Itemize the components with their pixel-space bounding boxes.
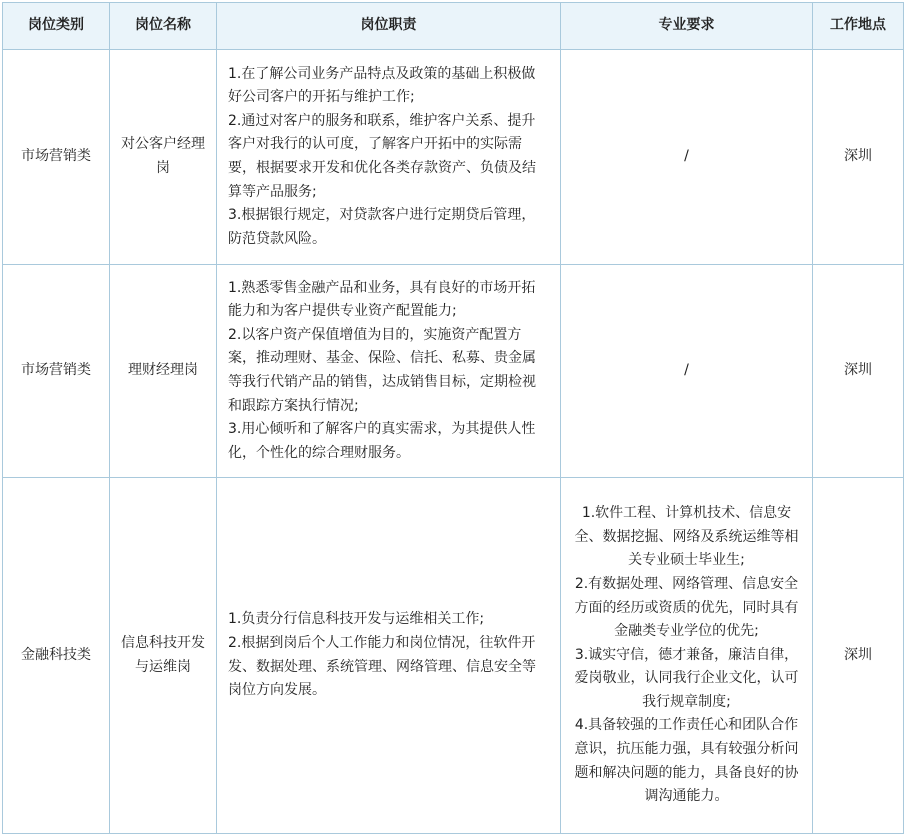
- table-header-row: [3, 3, 904, 50]
- header-location: 工作地点: [813, 3, 904, 50]
- cell-location: 深圳: [813, 50, 904, 265]
- cell-location: 深圳: [813, 478, 904, 834]
- table-row: [3, 50, 904, 265]
- cell-title: 信息科技开发与运维岗: [110, 478, 217, 834]
- cell-title: 对公客户经理岗: [110, 50, 217, 265]
- cell-location: 深圳: [813, 265, 904, 478]
- header-title: 岗位名称: [110, 3, 217, 50]
- cell-title: 理财经理岗: [110, 265, 217, 478]
- cell-requirements: /: [561, 50, 813, 265]
- table-row: [3, 265, 904, 478]
- header-category: 岗位类别: [3, 3, 110, 50]
- cell-requirements: 1.软件工程、计算机技术、信息安全、数据挖掘、网络及系统运维等相关专业硕士毕业生; 2.有数据处理、网络管理、信息安全方面的经历或资质的优先，同时具有金融类专业学位的优先; 3.诚实守信，德才兼备，廉洁自律，爱岗敬业，认同我行企业文化，认可我行规章制度; 4.具备较强的工作责任心和团队合作意识，抗压能力强，具有较强分析问题和解决问题的能力，具备良好的协调沟通能力。: [561, 478, 813, 834]
- table-row: [3, 478, 904, 834]
- cell-duties: 1.熟悉零售金融产品和业务，具有良好的市场开拓能力和为客户提供专业资产配置能力; 2.以客户资产保值增值为目的，实施资产配置方案，推动理财、基金、保险、信托、私募、贵金属等我行代销产品的销售，达成销售目标，定期检视和跟踪方案执行情况; 3.用心倾听和了解客户的真实需求，为其提供人性化，个性化的综合理财服务。: [217, 265, 561, 478]
- header-requirements: 专业要求: [561, 3, 813, 50]
- cell-duties: 1.负责分行信息科技开发与运维相关工作; 2.根据到岗后个人工作能力和岗位情况，往软件开发、数据处理、系统管理、网络管理、信息安全等岗位方向发展。: [217, 478, 561, 834]
- cell-duties: 1.在了解公司业务产品特点及政策的基础上积极做好公司客户的开拓与维护工作; 2.通过对客户的服务和联系，维护客户关系、提升客户对我行的认可度，了解客户开拓中的实际需要，根据要求开发和优化各类存款资产、负债及结算等产品服务; 3.根据银行规定，对贷款客户进行定期贷后管理，防范贷款风险。: [217, 50, 561, 265]
- job-positions-table: [2, 2, 904, 834]
- cell-category: 市场营销类: [3, 50, 110, 265]
- cell-requirements: /: [561, 265, 813, 478]
- cell-category: 市场营销类: [3, 265, 110, 478]
- cell-category: 金融科技类: [3, 478, 110, 834]
- header-duties: 岗位职责: [217, 3, 561, 50]
